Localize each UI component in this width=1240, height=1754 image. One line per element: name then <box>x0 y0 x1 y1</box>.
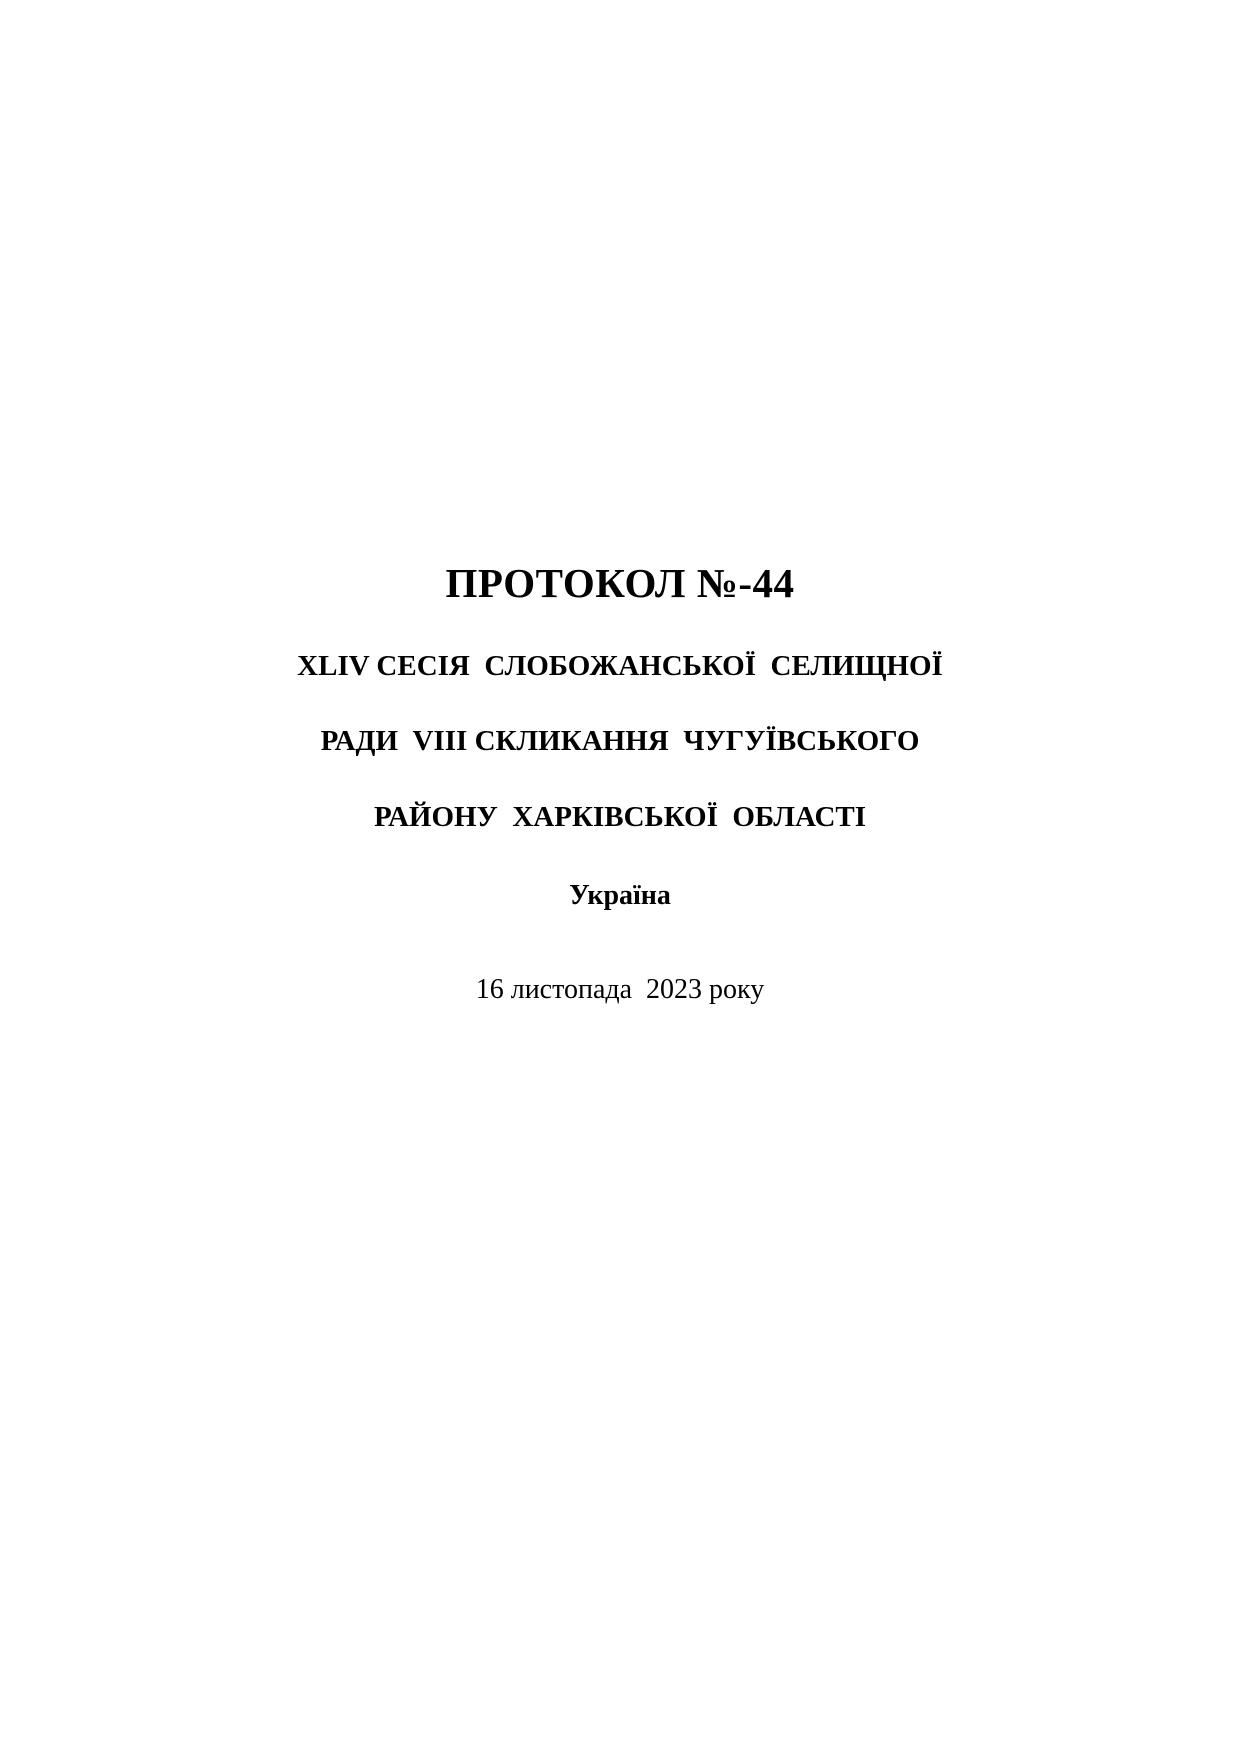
protocol-date: 16 листопада 2023 року <box>475 974 765 1005</box>
country-name: Україна <box>569 880 671 911</box>
session-heading-line-1: XLIV СЕСІЯ СЛОБОЖАНСЬКОЇ СЕЛИЩНОЇ <box>297 650 943 682</box>
protocol-title: ПРОТОКОЛ №-44 <box>445 560 795 606</box>
session-heading-line-2: РАДИ VIII СКЛИКАННЯ ЧУГУЇВСЬКОГО <box>320 725 920 757</box>
session-heading-line-3: РАЙОНУ ХАРКІВСЬКОЇ ОБЛАСТІ <box>373 801 867 833</box>
